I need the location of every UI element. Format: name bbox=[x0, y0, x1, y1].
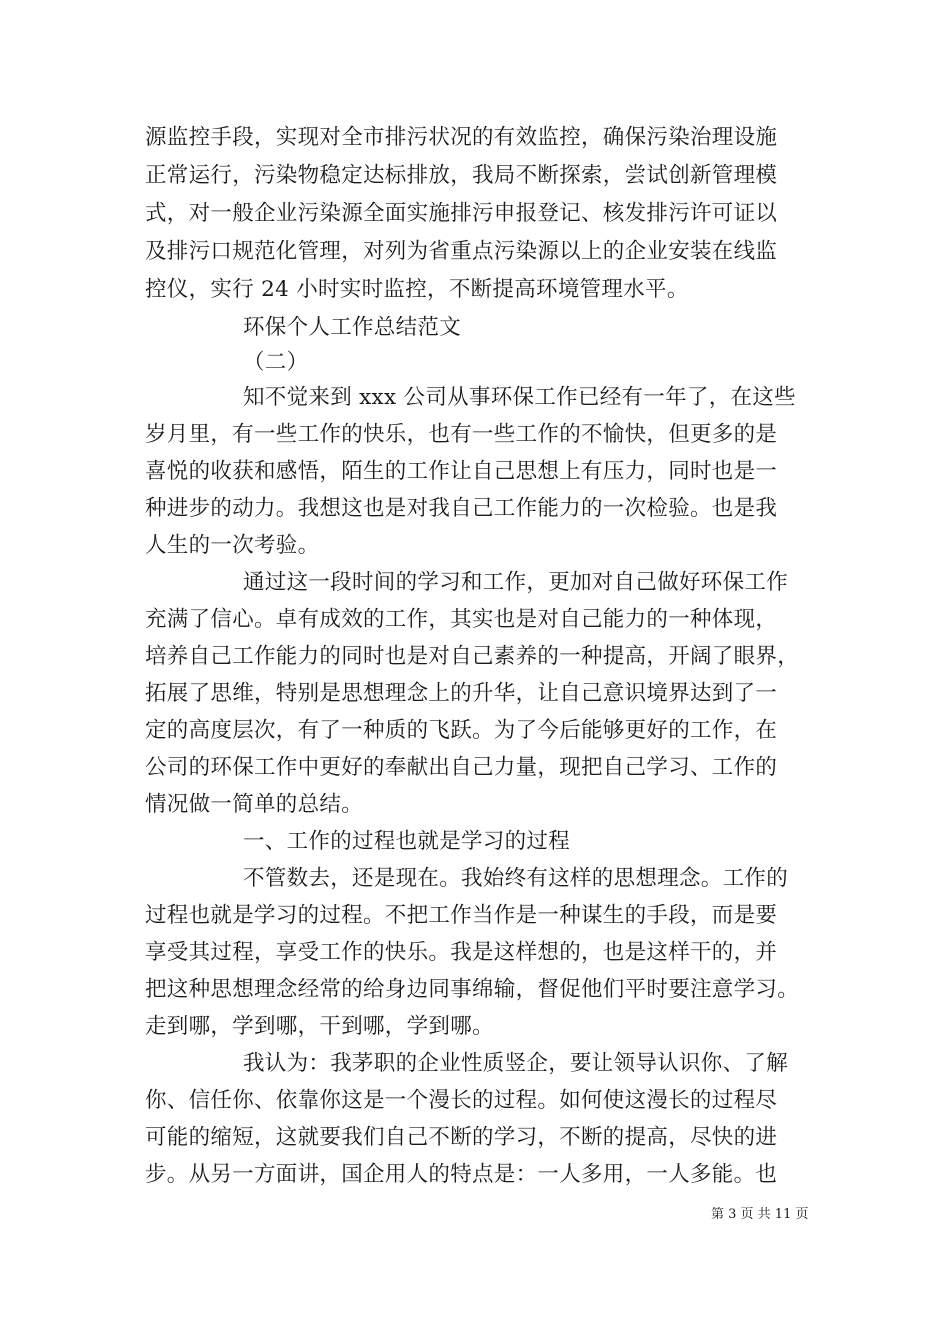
body-text-line: 人生的一次考验。 bbox=[145, 533, 320, 558]
section-subtitle: （二） bbox=[243, 350, 309, 375]
body-text-line: 过程也就是学习的过程。不把工作当作是一种谋生的手段，而是要 bbox=[145, 903, 778, 928]
body-text-line: 喜悦的收获和感悟，陌生的工作让自己思想上有压力，同时也是一 bbox=[145, 459, 778, 484]
body-text-line: 拓展了思维，特别是思想理念上的升华，让自己意识境界达到了一 bbox=[145, 681, 778, 706]
paragraph-first-line: 不管数去，还是现在。我始终有这样的思想理念。工作的 bbox=[243, 866, 789, 891]
body-text-line: 正常运行，污染物稳定达标排放，我局不断探索，尝试创新管理模 bbox=[145, 163, 778, 188]
body-text-line: 种进步的动力。我想这也是对我自己工作能力的一次检验。也是我 bbox=[145, 496, 778, 521]
paragraph-first-line: 知不觉来到 xxx 公司从事环保工作已经有一年了，在这些 bbox=[243, 385, 796, 410]
body-text-line: 走到哪，学到哪，干到哪，学到哪。 bbox=[145, 1014, 494, 1039]
body-text-line: 充满了信心。卓有成效的工作，其实也是对自己能力的一种体现， bbox=[145, 607, 778, 632]
body-text-line: 控仪，实行 24 小时实时监控，不断提高环境管理水平。 bbox=[145, 277, 689, 302]
body-text-line: 培养自己工作能力的同时也是对自己素养的一种提高，开阔了眼界， bbox=[145, 644, 800, 669]
body-text-line: 源监控手段，实现对全市排污状况的有效监控，确保污染治理设施 bbox=[145, 125, 778, 150]
body-text-line: 步。从另一方面讲，国企用人的特点是：一人多用，一人多能。也 bbox=[145, 1162, 778, 1187]
body-text-line: 及排污口规范化管理，对列为省重点污染源以上的企业安装在线监 bbox=[145, 239, 778, 264]
body-text-line: 情况做一简单的总结。 bbox=[145, 792, 364, 817]
body-text-line: 可能的缩短，这就要我们自己不断的学习，不断的提高，尽快的进 bbox=[145, 1125, 778, 1150]
body-text-line: 把这种思想理念经常的给身边同事绵输，督促他们平时要注意学习。 bbox=[145, 977, 800, 1002]
body-text-line: 式，对一般企业污染源全面实施排污申报登记、核发排污许可证以 bbox=[145, 201, 778, 226]
section-heading: 一、工作的过程也就是学习的过程 bbox=[243, 829, 571, 854]
body-text-line: 定的高度层次，有了一种质的飞跃。为了今后能够更好的工作，在 bbox=[145, 718, 778, 743]
section-title: 环保个人工作总结范文 bbox=[243, 315, 462, 340]
body-text-line: 公司的环保工作中更好的奉献出自己力量，现把自己学习、工作的 bbox=[145, 755, 778, 780]
paragraph-first-line: 我认为：我茅职的企业性质竖企，要让领导认识你、了解 bbox=[243, 1051, 789, 1076]
paragraph-first-line: 通过这一段时间的学习和工作，更加对自己做好环保工作 bbox=[243, 570, 789, 595]
body-text-line: 享受其过程，享受工作的快乐。我是这样想的，也是这样干的，并 bbox=[145, 940, 778, 965]
body-text-line: 你、信任你、依靠你这是一个漫长的过程。如何使这漫长的过程尽 bbox=[145, 1088, 778, 1113]
body-text-line: 岁月里，有一些工作的快乐，也有一些工作的不愉快，但更多的是 bbox=[145, 422, 778, 447]
page-number-footer: 第 3 页 共 11 页 bbox=[711, 1207, 809, 1222]
